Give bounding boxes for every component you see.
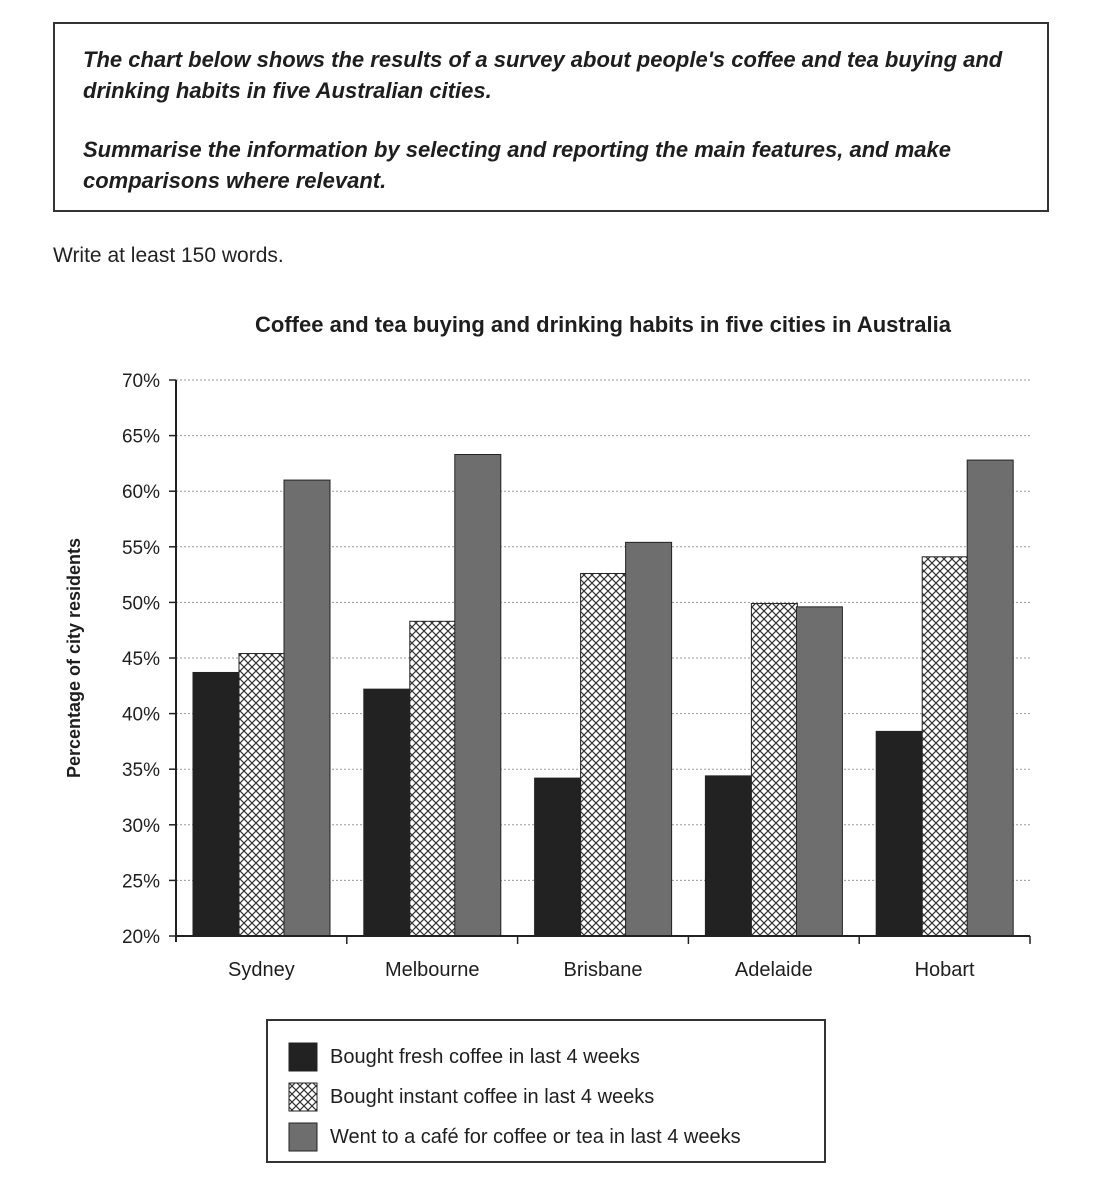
legend [266,1019,826,1163]
y-tick-label: 30% [121,815,160,837]
y-tick-label: 35% [121,760,160,782]
task-box [53,22,1049,212]
bar-brisbane-series-2 [581,573,627,936]
bar-adelaide-series-3 [796,607,842,936]
bar-chart [0,295,1098,1005]
y-axis-label: Percentage of city residents [64,537,84,779]
bars [193,455,1013,936]
legend-swatch-cafe [288,1122,318,1152]
x-tick-label: Brisbane [563,959,643,981]
chart-title: Coffee and tea buying and drinking habits in five cities in Australia [255,312,951,337]
legend-item-fresh [288,1037,824,1077]
x-tick-label: Melbourne [384,959,480,981]
legend-item-cafe [288,1117,824,1157]
y-tick-label: 70% [121,371,160,392]
legend-label-cafe: Went to a café for coffee or tea in last 4 weeks [330,1125,741,1148]
legend-swatch-instant [288,1082,318,1112]
bar-adelaide-series-1 [705,776,751,936]
legend-label-fresh: Bought fresh coffee in last 4 weeks [330,1045,640,1068]
bar-hobart-series-1 [876,731,922,936]
y-tick-label: 50% [121,593,160,615]
word-count-instruction: Write at least 150 words. [53,244,284,267]
bar-adelaide-series-2 [751,604,797,936]
legend-item-instant [288,1077,824,1117]
y-tick-label: 20% [121,927,160,948]
bar-brisbane-series-3 [626,542,672,936]
y-tick-label: 45% [121,649,160,670]
bar-melbourne-series-3 [455,455,501,936]
bar-melbourne-series-1 [364,689,410,936]
bar-melbourne-series-2 [410,621,456,936]
bar-sydney-series-1 [193,672,239,936]
y-tick-label: 65% [121,426,160,448]
y-tick-label: 40% [121,704,160,726]
x-tick-label: Adelaide [734,959,813,981]
bar-hobart-series-3 [967,460,1013,936]
y-tick-label: 60% [121,482,160,504]
bar-sydney-series-2 [239,654,285,936]
y-tick-label: 55% [121,537,160,559]
bar-brisbane-series-1 [535,778,581,936]
bar-sydney-series-3 [284,480,330,936]
bar-hobart-series-2 [922,557,968,936]
legend-swatch-fresh [288,1042,318,1072]
x-tick-label: Hobart [914,959,975,981]
y-tick-label: 25% [121,871,160,893]
legend-label-instant: Bought instant coffee in last 4 weeks [330,1085,655,1108]
task-paragraph-2: Summarise the information by selecting and reporting the main features, and make comparisons where relevant. [83,137,951,193]
task-paragraph-1: The chart below shows the results of a survey about people's coffee and tea buying and drinking habits in five Australian cities. [83,47,1003,103]
x-tick-label: Sydney [228,959,295,981]
